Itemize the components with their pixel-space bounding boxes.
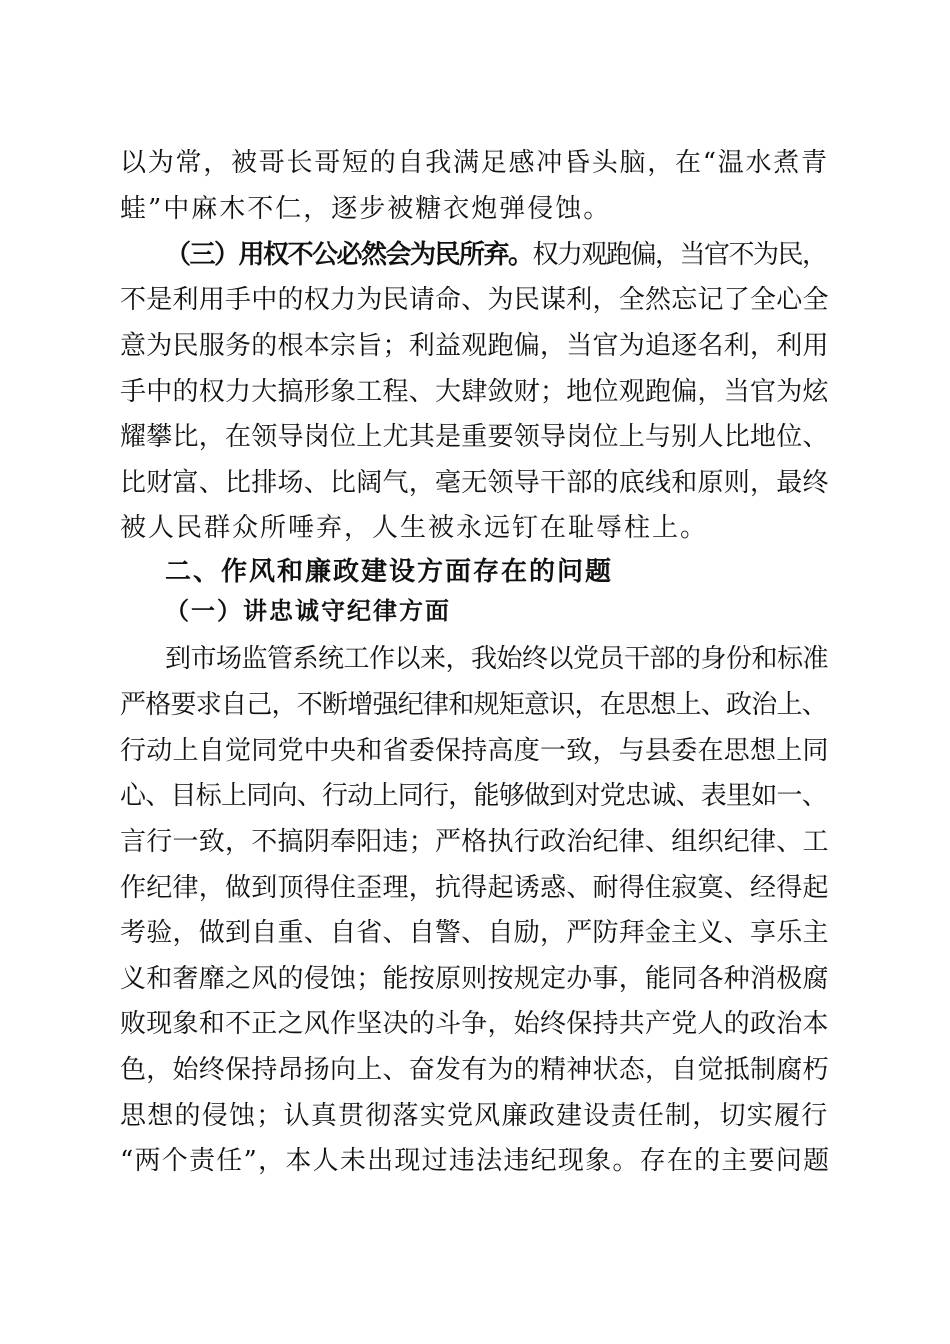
body-line: 作纪律，做到顶得住歪理，抗得起诱惑、耐得住寂寞、经得起	[120, 873, 829, 903]
section-heading: 二、作风和廉政建设方面存在的问题	[165, 557, 614, 587]
body-line: 色，始终保持昂扬向上、奋发有为的精神状态，自觉抵制腐朽	[120, 1055, 829, 1085]
body-line: 行动上自觉同党中央和省委保持高度一致，与县委在思想上同	[120, 736, 829, 766]
body-line: 不是利用手中的权力为民请命、为民谋利，全然忘记了全心全	[120, 285, 829, 315]
body-line: 严格要求自己，不断增强纪律和规矩意识，在思想上、政治上、	[120, 690, 828, 720]
body-line: 意为民服务的根本宗旨；利益观跑偏，当官为追逐名利，利用	[120, 331, 829, 361]
body-line: 耀攀比，在领导岗位上尤其是重要领导岗位上与别人比地位、	[120, 422, 829, 452]
section-lead-heading: （三）用权不公必然会为民所弃。	[165, 240, 533, 270]
body-text: 权力观跑偏，当官不为民，	[532, 240, 827, 270]
body-line: 败现象和不正之风作坚决的斗争，始终保持共产党人的政治本	[120, 1009, 829, 1039]
body-line: 到市场监管系统工作以来，我始终以党员干部的身份和标准	[165, 644, 829, 674]
paragraph-line	[165, 240, 827, 270]
body-line: “两个责任”，本人未出现过违法违纪现象。存在的主要问题	[120, 1146, 831, 1176]
body-line: 思想的侵蚀；认真贯彻落实党风廉政建设责任制，切实履行	[120, 1101, 829, 1131]
body-line: 考验，做到自重、自省、自警、自励，严防拜金主义、享乐主	[120, 918, 829, 948]
subsection-heading: （一）讲忠诚守纪律方面	[165, 597, 451, 625]
body-line: 被人民群众所唾弃，人生被永远钉在耻辱柱上。	[120, 513, 709, 543]
body-line: 以为常，被哥长哥短的自我满足感冲昏头脑，在“温水煮青	[120, 148, 829, 178]
body-line: 义和奢靡之风的侵蚀；能按原则按规定办事，能同各种消极腐	[120, 964, 829, 994]
body-line: 手中的权力大搞形象工程、大肆敛财；地位观跑偏，当官为炫	[120, 377, 829, 407]
body-line: 言行一致，不搞阴奉阳违；严格执行政治纪律、组织纪律、工	[120, 827, 829, 857]
body-line: 心、目标上同向、行动上同行，能够做到对党忠诚、表里如一、	[120, 781, 828, 811]
body-line: 比财富、比排场、比阔气，毫无领导干部的底线和原则，最终	[120, 468, 829, 498]
body-line: 蛙”中麻木不仁，逐步被糖衣炮弹侵蚀。	[120, 194, 612, 224]
